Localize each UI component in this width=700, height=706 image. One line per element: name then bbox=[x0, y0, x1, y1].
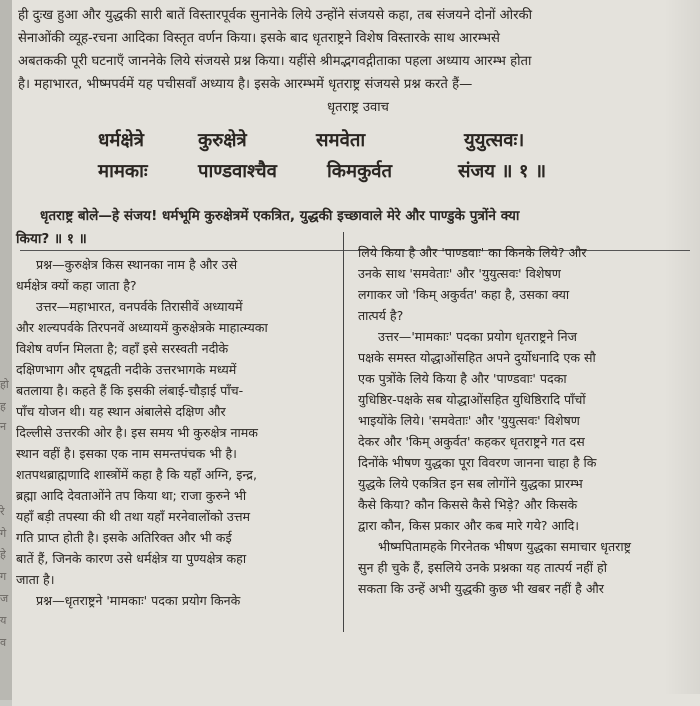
translation-line: धृतराष्ट्र बोले—हे संजय! धर्मभूमि कुरुक्षेत्रमें एकत्रित, युद्धकी इच्छावाले मेरे और पाण्डुके पुत्रोंने क्या bbox=[40, 208, 520, 224]
text-line: दक्षिणभाग और दृषद्वती नदीके उत्तरभागके मध्यमें bbox=[16, 362, 237, 377]
text-line: दिल्लीसे उत्तरकी ओर है। इस समय भी कुरुक्षेत्र नामक bbox=[16, 425, 258, 440]
speaker-heading: धृतराष्ट्र उवाच bbox=[327, 100, 389, 115]
book-page bbox=[12, 0, 700, 706]
verse-word: मामकाः bbox=[98, 161, 148, 182]
text-line: ब्रह्मा आदि देवताओंने तप किया था; राजा कुरुने भी bbox=[16, 488, 247, 503]
text-line: धर्मक्षेत्र क्यों कहा जाता है? bbox=[16, 278, 137, 293]
text-line: तात्पर्य है? bbox=[358, 308, 404, 323]
text-line: उत्तर—'मामकाः' पदका प्रयोग धृतराष्ट्रने निज bbox=[378, 329, 577, 344]
text-line: प्रश्न—कुरुक्षेत्र किस स्थानका नाम है और उसे bbox=[36, 257, 238, 272]
right-column bbox=[358, 242, 658, 599]
intro-line: ही दुःख हुआ और युद्धकी सारी बातें विस्तारपूर्वक सुनानेके लिये उन्होंने संजयसे कहा, तब संजयने दोनों ओरकी bbox=[18, 8, 533, 23]
text-line: देकर और 'किम् अकुर्वत' कहकर धृतराष्ट्रने गत दस bbox=[358, 434, 585, 449]
text-line: पाँच योजन थी। यह स्थान अंबालेसे दक्षिण और bbox=[16, 404, 226, 419]
text-line: प्रश्न—धृतराष्ट्रने 'मामकाः' पदका प्रयोग किनके bbox=[36, 593, 241, 608]
text-line: उनके साथ 'समवेताः' और 'युयुत्सवः' विशेषण bbox=[358, 266, 561, 281]
margin-fragment: रे bbox=[0, 505, 5, 518]
text-line: और शल्यपर्वके तिरपनवें अध्यायमें कुरुक्षेत्रके माहात्म्यका bbox=[16, 320, 268, 335]
text-line: भीष्मपितामहके गिरनेतक भीषण युद्धका समाचार धृतराष्ट्र bbox=[378, 539, 631, 554]
text-line: शतपथब्राह्मणादि शास्त्रोंमें कहा है कि यहाँ अग्नि, इन्द्र, bbox=[16, 467, 257, 482]
margin-fragment: य bbox=[0, 614, 7, 627]
text-line: युद्धके लिये एकत्रित इन सब लोगोंने युद्धका प्रारम्भ bbox=[358, 476, 583, 491]
verse-word: समवेता bbox=[316, 130, 366, 151]
text-line: सकता कि उन्हें अभी युद्धकी कुछ भी खबर नहीं है और bbox=[358, 581, 604, 596]
text-line: कैसे किया? कौन किससे कैसे भिड़े? और किसके bbox=[358, 497, 578, 512]
text-line: भाइयोंके लिये। 'समवेताः' और 'युयुत्सवः' विशेषण bbox=[358, 413, 580, 428]
verse-word: किमकुर्वत bbox=[327, 161, 393, 182]
verse-word: धर्मक्षेत्रे bbox=[98, 130, 144, 151]
margin-fragment: हे bbox=[0, 548, 6, 561]
text-line: पक्षके समस्त योद्धाओंसहित अपने दुर्योधनादि एक सौ bbox=[358, 350, 596, 365]
text-line: एक पुत्रोंके लिये किया है और 'पाण्डवाः' पदका bbox=[358, 371, 567, 386]
text-line: दिनोंके भीषण युद्धका पूरा विवरण जानना चाहा है कि bbox=[358, 455, 597, 470]
verse-word: संजय ॥ १ ॥ bbox=[458, 161, 547, 182]
left-column bbox=[16, 254, 338, 611]
margin-fragment: ह bbox=[0, 400, 6, 413]
verse-word: पाण्डवाश्चैव bbox=[198, 161, 277, 182]
text-line: लिये किया है और 'पाण्डवाः' का किनके लिये? और bbox=[358, 245, 587, 260]
intro-line: अबतककी पूरी घटनाएँ जाननेके लिये संजयसे प्रश्न किया। यहींसे श्रीमद्भगवद्गीताका पहला अध्याय आरम्भ होता bbox=[18, 54, 532, 69]
translation-line: किया? ॥ १ ॥ bbox=[16, 231, 87, 247]
text-line: विशेष वर्णन मिलता है; वहाँ इसे सरस्वती नदीके bbox=[16, 341, 229, 356]
text-line: स्थान वहीं है। इसका एक नाम समन्तपंचक भी है। bbox=[16, 446, 237, 461]
verse-word: युयुत्सवः। bbox=[464, 130, 525, 151]
page-curl-shadow bbox=[664, 0, 700, 694]
text-line: लगाकर जो 'किम् अकुर्वत' कहा है, उसका क्या bbox=[358, 287, 570, 302]
text-line: द्वारा कौन, किस प्रकार और कब मारे गये? आदि। bbox=[358, 518, 580, 533]
verse-word: कुरुक्षेत्रे bbox=[198, 130, 247, 151]
intro-line: सेनाओंकी व्यूह-रचना आदिका विस्तृत वर्णन किया। इसके बाद धृतराष्ट्रने विशेष विस्तारके साथ आरम्भसे bbox=[18, 31, 500, 46]
text-line: बतलाया है। कहते हैं कि इसकी लंबाई-चौड़ाई पाँच- bbox=[16, 383, 244, 398]
margin-fragment: हो bbox=[0, 378, 9, 391]
margin-fragment: व bbox=[0, 636, 7, 649]
text-line: युधिष्ठिर-पक्षके सब योद्धाओंसहित युधिष्ठिरादि पाँचों bbox=[358, 392, 586, 407]
margin-fragment: ज bbox=[0, 592, 9, 605]
text-line: उत्तर—महाभारत, वनपर्वके तिरासीवें अध्यायमें bbox=[36, 299, 243, 314]
text-line: गति प्राप्त होती है। इसके अतिरिक्त और भी कई bbox=[16, 530, 232, 545]
margin-fragment: गे bbox=[0, 527, 7, 540]
margin-fragment: न bbox=[0, 420, 7, 433]
text-line: यहाँ बड़ी तपस्या की थी तथा यहाँ मरनेवालोंको उत्तम bbox=[16, 509, 251, 524]
text-line: जाता है। bbox=[16, 572, 55, 587]
text-line: सुन ही चुके हैं, इसलिये उनके प्रश्नका यह तात्पर्य नहीं हो bbox=[358, 560, 608, 575]
margin-fragment: ग bbox=[0, 570, 7, 583]
text-line: बातें हैं, जिनके कारण उसे धर्मक्षेत्र या पुण्यक्षेत्र कहा bbox=[16, 551, 247, 566]
column-divider bbox=[343, 232, 344, 632]
intro-line: है। महाभारत, भीष्मपर्वमें यह पचीसवाँ अध्याय है। इसके आरम्भमें धृतराष्ट्र संजयसे प्रश्न करते हैं— bbox=[18, 77, 473, 92]
